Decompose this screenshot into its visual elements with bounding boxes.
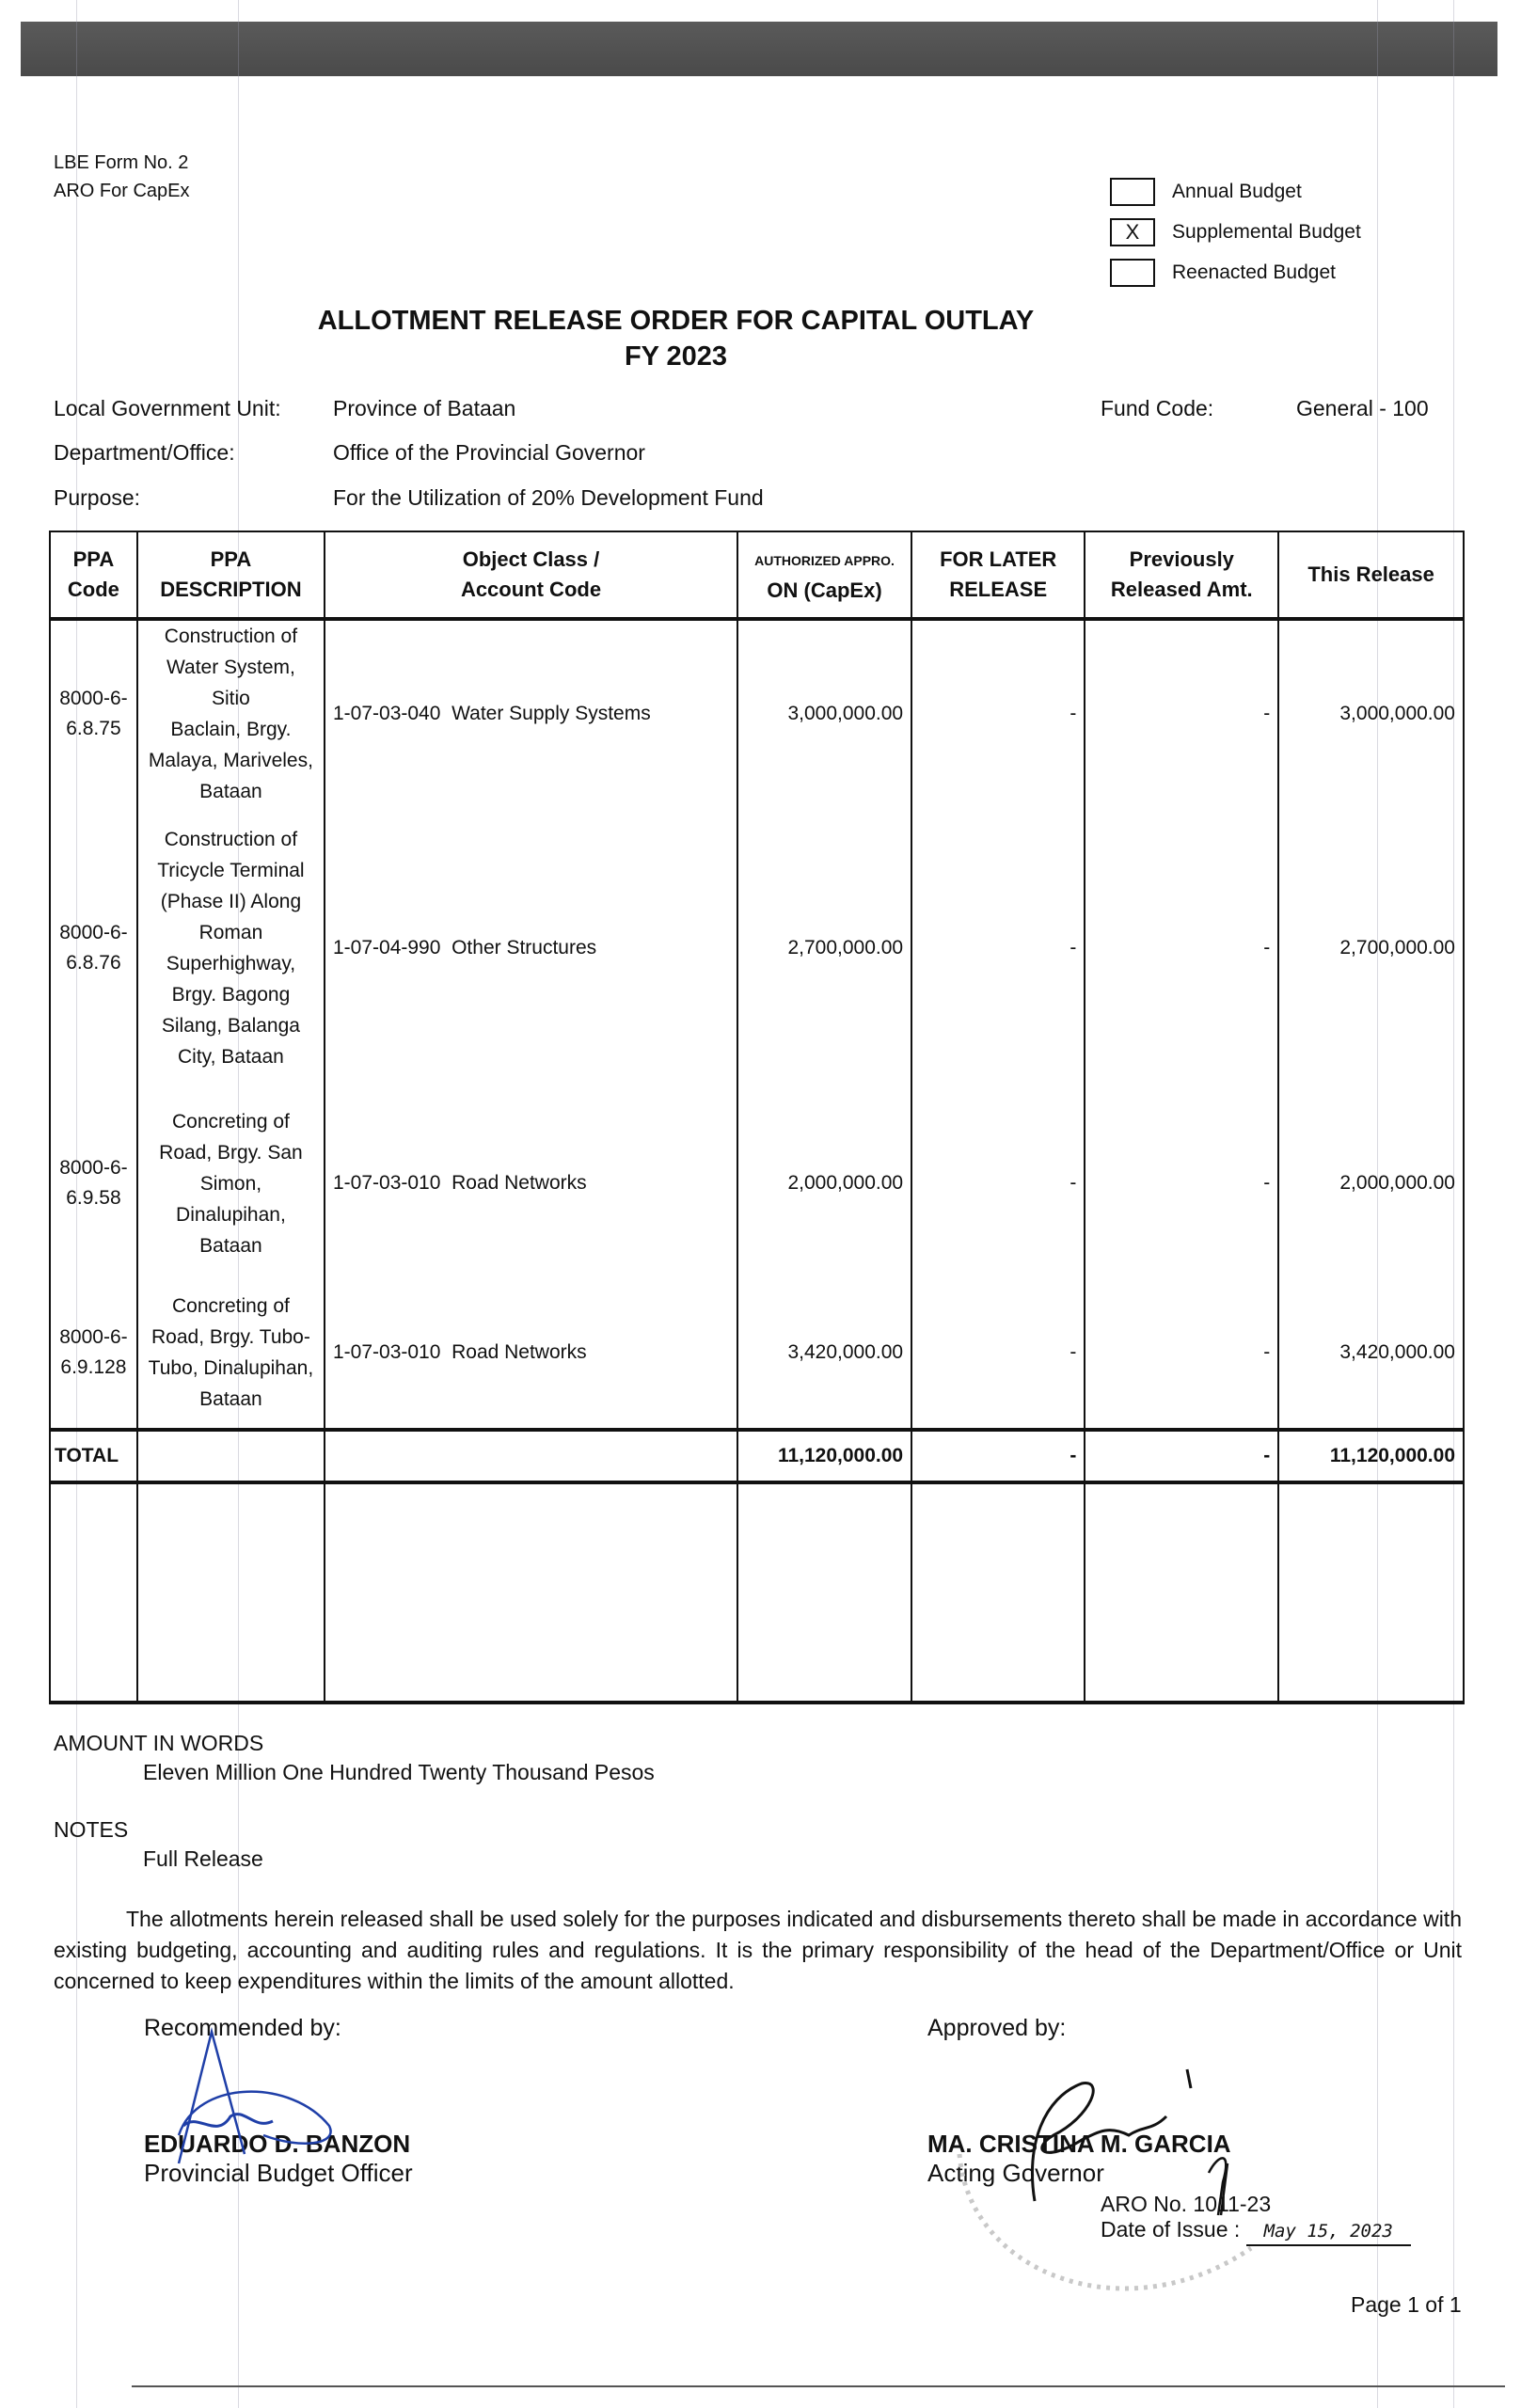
amount-in-words-value: Eleven Million One Hundred Twenty Thousand Pesos bbox=[143, 1760, 655, 1784]
checkbox-label: Reenacted Budget bbox=[1172, 261, 1336, 283]
authorized-amount: 2,000,000.00 bbox=[737, 1089, 911, 1277]
amount-in-words-section bbox=[54, 1729, 655, 1787]
total-authorized: 11,120,000.00 bbox=[737, 1430, 911, 1482]
recommender-position: Provincial Budget Officer bbox=[144, 2159, 413, 2187]
scanner-header-bar bbox=[21, 22, 1497, 76]
this-release-amount: 3,420,000.00 bbox=[1278, 1277, 1464, 1430]
checkbox-supplemental-budget[interactable] bbox=[1110, 212, 1361, 252]
purpose-label: Purpose: bbox=[54, 485, 141, 510]
recommender-name: EDUARDO D. BANZON bbox=[144, 2130, 411, 2158]
authorized-amount: 3,420,000.00 bbox=[737, 1277, 911, 1430]
empty-cell bbox=[1085, 1482, 1278, 1703]
previously-released-amount: - bbox=[1085, 1089, 1278, 1277]
checkbox-annual-budget[interactable] bbox=[1110, 171, 1361, 212]
for-later-release-amount: - bbox=[911, 1277, 1085, 1430]
empty-cell bbox=[137, 1482, 325, 1703]
account-code: 1-07-03-010 Road Networks bbox=[325, 1089, 737, 1277]
header-object-class: Object Class / Account Code bbox=[325, 531, 737, 619]
ppa-description: Construction of Tricycle Terminal (Phase II) Along Roman Superhighway, Brgy. Bagong Silang, Balanga City, Bataan bbox=[137, 807, 325, 1089]
notes-label: NOTES bbox=[54, 1817, 129, 1842]
header-ppa-code: PPA Code bbox=[50, 531, 137, 619]
empty-cell bbox=[911, 1482, 1085, 1703]
recommended-by-label: Recommended by: bbox=[144, 2015, 341, 2041]
aro-number-label: ARO No. bbox=[1101, 2192, 1188, 2216]
aro-number-field bbox=[1101, 2192, 1411, 2217]
purpose-value: For the Utilization of 20% Development Fund bbox=[333, 485, 764, 510]
ppa-description: Concreting of Road, Brgy. Tubo- Tubo, Dinalupihan, Bataan bbox=[137, 1277, 325, 1430]
this-release-amount: 2,700,000.00 bbox=[1278, 807, 1464, 1089]
total-label: TOTAL bbox=[50, 1430, 137, 1482]
checkbox-box-checked[interactable]: X bbox=[1110, 218, 1155, 246]
empty-cell bbox=[737, 1482, 911, 1703]
fund-code-value: General - 100 bbox=[1296, 396, 1429, 420]
amount-in-words-label: AMOUNT IN WORDS bbox=[54, 1731, 264, 1755]
this-release-amount: 2,000,000.00 bbox=[1278, 1089, 1464, 1277]
department-label: Department/Office: bbox=[54, 440, 235, 465]
page-number: Page 1 of 1 bbox=[1351, 2292, 1462, 2317]
authorized-amount: 2,700,000.00 bbox=[737, 807, 911, 1089]
account-code: 1-07-03-040 Water Supply Systems bbox=[325, 619, 737, 807]
official-seal bbox=[941, 2041, 1298, 2333]
fund-code-field bbox=[1101, 396, 1429, 421]
document-title bbox=[0, 303, 1521, 374]
empty-cell bbox=[137, 1430, 325, 1482]
empty-cell bbox=[50, 1482, 137, 1703]
ppa-code: 8000-6- 6.8.76 bbox=[50, 807, 137, 1089]
header-previously-released: Previously Released Amt. bbox=[1085, 531, 1278, 619]
ppa-code: 8000-6- 6.9.58 bbox=[50, 1089, 137, 1277]
aro-details bbox=[1101, 2192, 1411, 2246]
header-ppa-description: PPA DESCRIPTION bbox=[137, 531, 325, 619]
scan-bottom-edge bbox=[132, 2385, 1505, 2387]
department-value: Office of the Provincial Governor bbox=[333, 440, 645, 465]
this-release-amount: 3,000,000.00 bbox=[1278, 619, 1464, 807]
for-later-release-amount: - bbox=[911, 619, 1085, 807]
empty-cell bbox=[1278, 1482, 1464, 1703]
account-code: 1-07-03-010 Road Networks bbox=[325, 1277, 737, 1430]
ppa-description: Construction of Water System, Sitio Baclain, Brgy. Malaya, Mariveles, Bataan bbox=[137, 619, 325, 807]
previously-released-amount: - bbox=[1085, 807, 1278, 1089]
terms-paragraph: The allotments herein released shall be used solely for the purposes indicated and disbursements thereto shall be made in accordance with existing budgeting, accounting and auditing rules and regulations. It is the primary responsibility of the head of the Department/Office or Unit concerned to keep expenditures within the limits of the amount allotted. bbox=[54, 1907, 1462, 1993]
checkbox-box[interactable] bbox=[1110, 178, 1155, 206]
date-of-issue-field bbox=[1101, 2217, 1411, 2246]
lgu-label: Local Government Unit: bbox=[54, 396, 281, 420]
form-type: ARO For CapEx bbox=[54, 181, 190, 201]
header-this-release: This Release bbox=[1278, 531, 1464, 619]
checkbox-reenacted-budget[interactable] bbox=[1110, 252, 1361, 293]
approved-by-label: Approved by: bbox=[927, 2015, 1067, 2041]
ppa-code: 8000-6- 6.8.75 bbox=[50, 619, 137, 807]
table-row bbox=[50, 619, 1464, 807]
blank-row bbox=[50, 1482, 1464, 1703]
form-identifier bbox=[54, 149, 189, 205]
table-header-row bbox=[50, 531, 1464, 619]
approver-name: MA. CRISTINA M. GARCIA bbox=[927, 2130, 1231, 2158]
form-number: LBE Form No. 2 bbox=[54, 152, 189, 173]
notes-section bbox=[54, 1815, 263, 1874]
total-row bbox=[50, 1430, 1464, 1482]
date-of-issue-label: Date of Issue : bbox=[1101, 2217, 1241, 2242]
date-of-issue-value: May 15, 2023 bbox=[1246, 2219, 1411, 2246]
recommender-signature bbox=[141, 2022, 386, 2173]
empty-cell bbox=[325, 1430, 737, 1482]
table-row bbox=[50, 807, 1464, 1089]
previously-released-amount: - bbox=[1085, 1277, 1278, 1430]
account-code: 1-07-04-990 Other Structures bbox=[325, 807, 737, 1089]
for-later-release-amount: - bbox=[911, 807, 1085, 1089]
aro-number-value: 1011-23 bbox=[1193, 2192, 1272, 2216]
total-for-later-release: - bbox=[911, 1430, 1085, 1482]
purpose-field bbox=[54, 485, 764, 511]
fiscal-year: FY 2023 bbox=[624, 341, 728, 372]
authorized-amount: 3,000,000.00 bbox=[737, 619, 911, 807]
empty-cell bbox=[325, 1482, 737, 1703]
for-later-release-amount: - bbox=[911, 1089, 1085, 1277]
fund-code-label: Fund Code: bbox=[1101, 396, 1214, 420]
table-row bbox=[50, 1277, 1464, 1430]
table-row bbox=[50, 1089, 1464, 1277]
allotment-table bbox=[49, 531, 1465, 1704]
lgu-field bbox=[54, 396, 515, 421]
lgu-value: Province of Bataan bbox=[333, 396, 516, 420]
department-field bbox=[54, 440, 645, 466]
total-previously-released: - bbox=[1085, 1430, 1278, 1482]
total-this-release: 11,120,000.00 bbox=[1278, 1430, 1464, 1482]
checkbox-label: Annual Budget bbox=[1172, 180, 1302, 202]
header-authorized-appropriation: AUTHORIZED APPRO. ON (CapEx) bbox=[737, 531, 911, 619]
approver-position: Acting Governor bbox=[927, 2159, 1104, 2187]
budget-type-checkboxes bbox=[1110, 171, 1361, 293]
title-text: ALLOTMENT RELEASE ORDER FOR CAPITAL OUTLAY bbox=[317, 306, 1035, 336]
ppa-description: Concreting of Road, Brgy. San Simon, Dinalupihan, Bataan bbox=[137, 1089, 325, 1277]
checkbox-box[interactable] bbox=[1110, 259, 1155, 287]
header-for-later-release: FOR LATER RELEASE bbox=[911, 531, 1085, 619]
previously-released-amount: - bbox=[1085, 619, 1278, 807]
ppa-code: 8000-6- 6.9.128 bbox=[50, 1277, 137, 1430]
checkbox-label: Supplemental Budget bbox=[1172, 220, 1361, 243]
notes-value: Full Release bbox=[143, 1846, 263, 1871]
